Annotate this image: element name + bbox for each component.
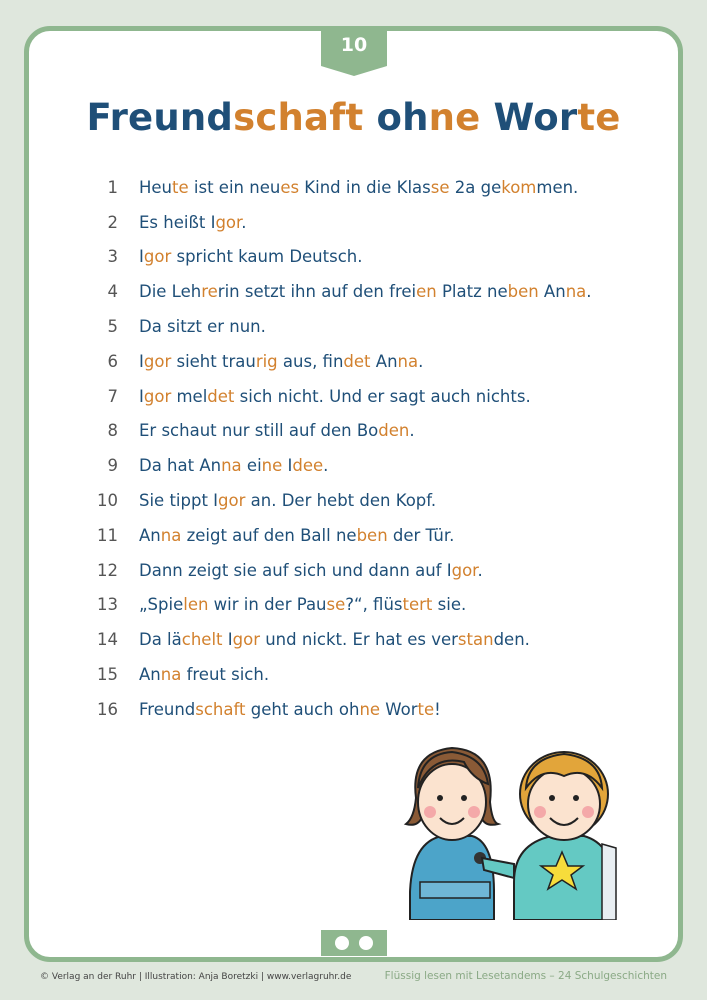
syllable-highlight: te — [417, 699, 435, 719]
syllable-highlight: gor — [215, 212, 242, 232]
syllable-highlight: ne — [261, 456, 283, 476]
line-number: 5 — [107, 317, 118, 337]
syllable-highlight: na — [160, 525, 182, 545]
text-segment: den. — [493, 630, 530, 650]
line-number: 9 — [107, 456, 118, 476]
story-line — [84, 240, 644, 275]
text-segment: . — [241, 212, 247, 232]
line-text — [139, 352, 423, 371]
text-segment: Da hat An — [139, 456, 222, 476]
line-text — [139, 317, 266, 336]
text-segment: An — [139, 525, 161, 545]
story-lines — [84, 170, 644, 727]
text-segment: . — [323, 456, 329, 476]
story-line — [84, 692, 644, 727]
story-line — [84, 379, 644, 414]
text-segment: An — [538, 282, 566, 302]
footer-credits: © Verlag an der Ruhr | Illustration: Anja Boretzki | www.verlagruhr.de — [40, 972, 352, 982]
text-segment: Es heißt I — [139, 212, 216, 232]
syllable-highlight: gor — [218, 491, 246, 511]
text-segment: zeigt auf den Ball ne — [181, 525, 357, 545]
text-segment: Heu — [139, 177, 173, 197]
line-number: 7 — [107, 386, 118, 406]
syllable-highlight: na — [397, 351, 419, 371]
story-line — [84, 170, 644, 205]
text-segment: ist ein neu — [188, 177, 281, 197]
story-line — [84, 657, 644, 692]
story-line — [84, 274, 644, 309]
line-number: 13 — [97, 595, 118, 615]
text-segment: I — [139, 247, 144, 267]
line-number: 2 — [107, 212, 118, 232]
syllable-highlight: gor — [143, 351, 172, 371]
story-line — [84, 414, 644, 449]
syllable-highlight: te — [172, 177, 189, 197]
dot-2 — [359, 936, 373, 950]
syllable-highlight: ben — [507, 282, 539, 302]
text-segment: „Spie — [139, 595, 184, 615]
story-line — [84, 622, 644, 657]
line-number: 11 — [97, 525, 118, 545]
text-segment: Wor — [480, 96, 578, 139]
text-segment: . — [477, 560, 483, 580]
syllable-highlight: len — [183, 595, 209, 615]
text-segment: 2a ge — [449, 177, 502, 197]
story-line — [84, 448, 644, 483]
syllable-highlight: det — [343, 351, 371, 371]
syllable-highlight: se — [326, 595, 346, 615]
syllable-highlight: den — [378, 421, 410, 441]
text-segment: freut sich. — [181, 665, 270, 685]
line-text — [139, 387, 531, 406]
text-segment: wir in der Pau — [208, 595, 327, 615]
line-text — [139, 456, 328, 475]
syllable-highlight: chelt — [181, 630, 223, 650]
syllable-highlight: schaft — [195, 699, 246, 719]
line-text — [139, 178, 578, 197]
text-segment: ?“, flüs — [345, 595, 403, 615]
syllable-highlight: det — [207, 386, 235, 406]
syllable-highlight: schaft — [233, 96, 364, 139]
syllable-highlight: gor — [451, 560, 478, 580]
story-line — [84, 309, 644, 344]
text-segment: sieht trau — [171, 351, 256, 371]
text-segment: . — [409, 421, 415, 441]
line-text — [139, 665, 269, 684]
line-number: 4 — [107, 282, 118, 302]
text-segment: I — [282, 456, 293, 476]
line-number: 6 — [107, 351, 118, 371]
syllable-highlight: te — [577, 96, 621, 139]
syllable-highlight: re — [201, 282, 218, 302]
children-illustration — [402, 732, 620, 920]
page-number-badge — [321, 28, 387, 76]
text-segment: I — [139, 351, 144, 371]
syllable-highlight: na — [221, 456, 242, 476]
page-dots — [321, 930, 387, 956]
syllable-highlight: stan — [457, 630, 494, 650]
syllable-highlight: tert — [402, 595, 433, 615]
text-segment: der Tür. — [387, 525, 455, 545]
line-text — [139, 561, 483, 580]
line-number: 14 — [97, 630, 118, 650]
text-segment: und nickt. Er hat es ver — [259, 630, 458, 650]
line-number: 16 — [97, 699, 118, 719]
text-segment: Da sitzt er nun. — [139, 317, 266, 337]
text-segment: mel — [171, 386, 208, 406]
text-segment: I — [222, 630, 233, 650]
syllable-highlight: ne — [359, 699, 381, 719]
syllable-highlight: na — [160, 665, 182, 685]
text-segment: sie. — [432, 595, 467, 615]
text-segment: sich nicht. Und er sagt auch nichts. — [234, 386, 531, 406]
text-segment: Dann zeigt sie auf sich und dann auf I — [139, 560, 452, 580]
story-line — [84, 483, 644, 518]
text-segment: Platz ne — [436, 282, 508, 302]
syllable-highlight: ben — [356, 525, 388, 545]
line-text — [139, 247, 362, 266]
syllable-highlight: ne — [428, 96, 481, 139]
line-number: 12 — [97, 560, 118, 580]
story-title — [0, 96, 707, 139]
line-number: 10 — [97, 491, 118, 511]
line-number: 1 — [107, 177, 118, 197]
text-segment: An — [370, 351, 398, 371]
text-segment: Da lä — [139, 630, 182, 650]
line-text — [139, 213, 247, 232]
line-text — [139, 595, 466, 614]
syllable-highlight: se — [430, 177, 450, 197]
page-number: 10 — [340, 34, 368, 56]
text-segment: spricht kaum Deutsch. — [171, 247, 363, 267]
line-number: 3 — [107, 247, 118, 267]
syllable-highlight: gor — [143, 247, 172, 267]
syllable-highlight: en — [416, 282, 437, 302]
story-line — [84, 588, 644, 623]
line-text — [139, 491, 436, 510]
dot-1 — [335, 936, 349, 950]
syllable-highlight: kom — [501, 177, 537, 197]
text-segment: Kind in die Klas — [299, 177, 431, 197]
line-text — [139, 526, 454, 545]
text-segment: aus, fin — [277, 351, 344, 371]
story-line — [84, 518, 644, 553]
text-segment: ei — [241, 456, 262, 476]
text-segment: . — [418, 351, 424, 371]
text-segment: Die Leh — [139, 282, 202, 302]
syllable-highlight: dee — [292, 456, 324, 476]
syllable-highlight: rig — [255, 351, 278, 371]
text-segment: Freund — [86, 96, 234, 139]
text-segment: An — [139, 665, 161, 685]
story-line — [84, 205, 644, 240]
text-segment: oh — [363, 96, 429, 139]
text-segment: rin setzt ihn auf den frei — [217, 282, 417, 302]
story-line — [84, 553, 644, 588]
text-segment: . — [586, 282, 592, 302]
line-text — [139, 421, 415, 440]
syllable-highlight: gor — [143, 386, 172, 406]
text-segment: I — [139, 386, 144, 406]
text-segment: Freund — [139, 699, 196, 719]
text-segment: ! — [434, 699, 441, 719]
syllable-highlight: es — [280, 177, 300, 197]
text-segment: men. — [536, 177, 579, 197]
line-number: 8 — [107, 421, 118, 441]
text-segment: an. Der hebt den Kopf. — [245, 491, 437, 511]
story-line — [84, 344, 644, 379]
text-segment: Er schaut nur still auf den Bo — [139, 421, 379, 441]
line-text — [139, 630, 530, 649]
text-segment: Wor — [380, 699, 418, 719]
line-text — [139, 700, 441, 719]
line-number: 15 — [97, 665, 118, 685]
syllable-highlight: gor — [232, 630, 260, 650]
syllable-highlight: na — [565, 282, 587, 302]
line-text — [139, 282, 592, 301]
text-segment: Sie tippt I — [139, 491, 219, 511]
text-segment: geht auch oh — [245, 699, 360, 719]
footer-series: Flüssig lesen mit Lesetandems – 24 Schulgeschichten — [384, 970, 667, 982]
